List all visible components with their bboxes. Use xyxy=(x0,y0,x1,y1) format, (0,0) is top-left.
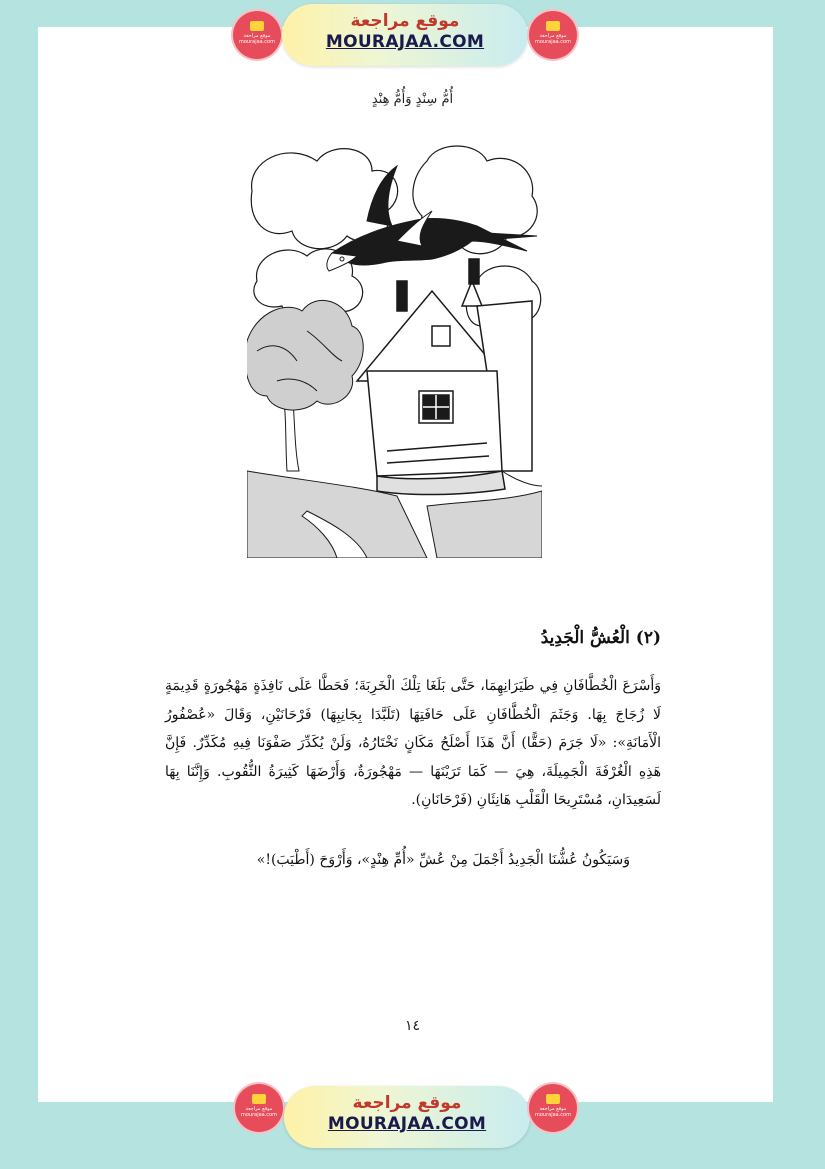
story-subtitle: أُمُّ سِنْدٍ وَأُمُّ هِنْدٍ xyxy=(371,92,454,107)
site-logo-left-bottom[interactable]: موقع مراجعة mourajaa.com xyxy=(235,1084,283,1132)
site-logo-right-top[interactable]: موقع مراجعة mourajaa.com xyxy=(529,11,577,59)
book-icon xyxy=(250,21,264,31)
paragraph-line: لَسَعِيدَانِ، مُسْتَرِيحَا الْقَلْبِ هَانِئَانِ (فَرْحَانَانِ). xyxy=(411,792,661,808)
paragraph-line: هَذِهِ الْغُرْفَةَ الْجَمِيلَةَ، هِيَ — كَمَا تَرَيْنَهَا — مَهْجُورَةٌ، وَأَرْضَهَا كَثِيرَةُ الثُّقُوبِ. وَإِنَّنَا بِهَا xyxy=(165,763,661,780)
site-logo-left-top[interactable]: موقع مراجعة mourajaa.com xyxy=(233,11,281,59)
site-banner-top[interactable] xyxy=(282,4,528,66)
book-icon xyxy=(252,1094,266,1104)
site-name-arabic: موقع مراجعة xyxy=(352,1093,462,1113)
book-icon xyxy=(546,21,560,31)
story-paragraph xyxy=(165,672,661,815)
house-drawing xyxy=(357,259,532,495)
site-link[interactable]: MOURAJAA.COM xyxy=(325,32,485,52)
tree-drawing xyxy=(247,300,363,471)
swallow-bird xyxy=(327,166,537,271)
paragraph-line: وَأَسْرَعَ الْخُطَّافَانِ فِي طَيَرَانِهِمَا، حَتَّى بَلَغَا تِلْكَ الْخَرِبَةَ؛ فَحَطَّا عَلَى نَافِذَةٍ مَهْجُورَةٍ قَدِيمَةٍ xyxy=(165,678,661,694)
swallow-over-house-drawing xyxy=(247,141,542,558)
site-banner-bottom[interactable] xyxy=(284,1086,530,1148)
paragraph-line: الْأَمَانَةِ»: «لَا جَرَمَ (حَقًّا) أَنَّ هَذَا أَصْلَحُ مَكَانٍ نَخْتَارُهُ، وَلَنْ يُكَدِّرَ صَفْوَنَا فِيهِ مُكَدِّرٌ. فَإِنَّ xyxy=(165,735,661,751)
paragraph-line: لَا زُجَاجَ بِهَا. وَجَثَمَ الْخُطَّافَانِ عَلَى حَافَتِهَا (تَلَبَّدَا بِجَانِبِهَا) فَرْحَانَيْنِ، وَقَالَ «عُصْفُورُ xyxy=(165,706,661,723)
section-heading: (٢) الْعُشُّ الْجَدِيدُ xyxy=(540,628,661,648)
closing-line: وَسَيَكُونُ عُشُّنَا الْجَدِيدُ أَجْمَلَ مِنْ عُشِّ «أُمِّ هِنْدٍ»، وَأَرْوَحَ (أَطْيَبَ)!» xyxy=(256,852,630,868)
page-number: ١٤ xyxy=(404,1018,421,1034)
site-name-arabic: موقع مراجعة xyxy=(350,11,460,31)
site-logo-right-bottom[interactable]: موقع مراجعة mourajaa.com xyxy=(529,1084,577,1132)
site-link[interactable]: MOURAJAA.COM xyxy=(327,1114,487,1134)
book-icon xyxy=(546,1094,560,1104)
